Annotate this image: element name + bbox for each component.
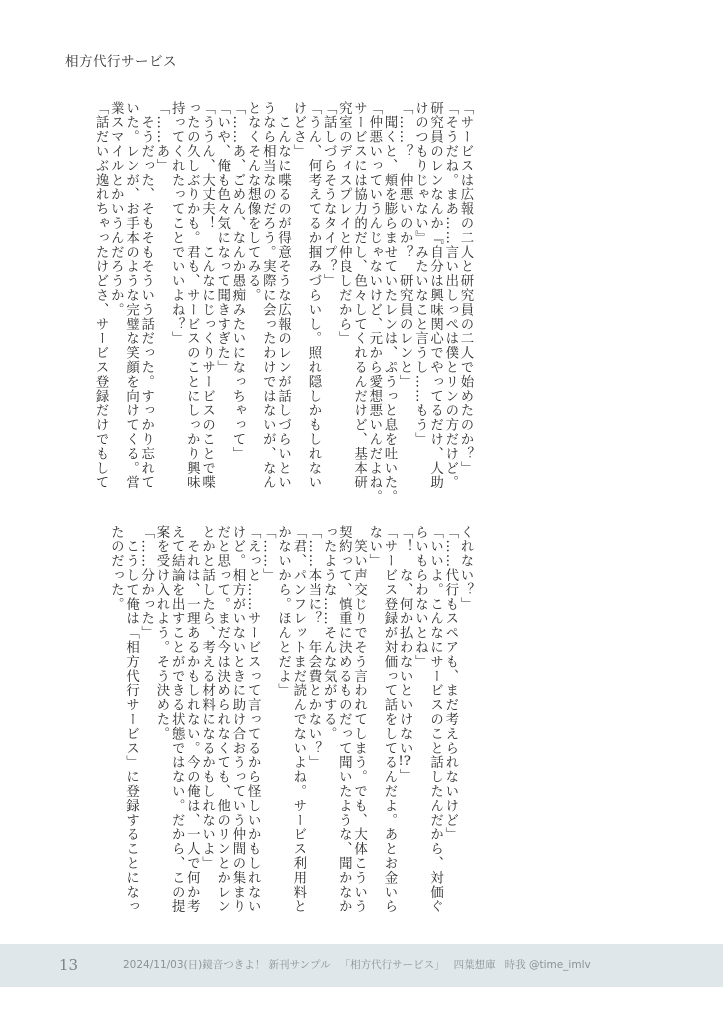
text-column: 「……」 [260, 525, 276, 583]
text-column: 研究員のレンなんか『自分は興味関心でやってるだけ、人助 [427, 101, 443, 490]
text-column: 「えっと……サービスって言ってるから怪しいかもしれない [245, 525, 261, 914]
text-column: 「いいよ。こんなにサービスのこと話したんだから、対価ぐ [427, 525, 443, 914]
text-column: ったような……そんな気がする。 [321, 525, 337, 741]
colophon [123, 958, 591, 972]
text-column: 「！ な、何か払わないといけない!?」 [397, 525, 413, 784]
text-column: けど。相方がいないときに助け合おうっていう仲間の集まり [229, 525, 245, 914]
text-column: いた。レンが、お手本のような完璧な笑顔を向けてくる。営 [123, 101, 139, 490]
text-column: 「……？ 仲悪いのか？ 研究員のレンと」 [397, 101, 413, 389]
text-column: かないから。ほんとだよ」 [275, 525, 291, 698]
text-column: 「ううん、大丈夫！ こんなにじっくりサービスのことで喋 [199, 101, 215, 490]
text-column: 「うん、何考えてるか掴みづらいし。照れ隠しかもしれない [305, 101, 321, 490]
text-column: 「……分かった」 [138, 525, 154, 641]
text-column: 「話だいぶ逸れちゃったけどさ、サービス登録だけでもして [93, 101, 109, 490]
event-info: 2024/11/03(日)鏡音つきよ！ 新刊サンプル [123, 959, 331, 971]
text-column: 業スマイルとかいうんだろうか。 [108, 101, 124, 317]
text-column: けのつもりじゃない』みたいなこと言うし……もう」 [412, 101, 428, 447]
text-column: 「話しづらそうなタイプ？」 [321, 101, 337, 289]
book-title: 「相方代行サービス」 [339, 959, 445, 971]
text-column: 案を受け入れよう。そう決めた。 [153, 525, 169, 741]
text-column: ない」 [366, 525, 382, 569]
page-number: 13 [59, 956, 79, 974]
text-column: そうだった、そもそもそういう話だった。すっかり忘れて [138, 101, 154, 490]
text-column: 笑い声交じりでそう言われてしまう。でも、大体こういう [351, 525, 367, 914]
text-column: 聞くと、頬を膨らませていたレンは、ぷうっと息を吐いた。 [381, 101, 397, 505]
text-column: だと思って。まだ今は決められなくても、他のリンとかレン [214, 525, 230, 914]
text-column: 持ってくれたってことでいいよね？」 [169, 101, 185, 346]
running-title: 相方代行サービス [65, 54, 177, 70]
text-column: ったの久しぶりかも。君も、サービスのことにしっかり興味 [184, 101, 200, 490]
text-column: こうして俺は「相方代行サービス」に登録することになっ [123, 525, 139, 914]
text-column: 「……あ」 [153, 101, 169, 173]
text-column: 「仲悪いっていうんじゃないけど、元から愛想悪いんだよね。 [366, 101, 382, 505]
text-column: 「サービス登録が対価って話をしてるんだよ。あとお金いら [381, 525, 397, 914]
text-column: こんなに喋るのが得意そうな広報のレンが話しづらいとい [275, 101, 291, 490]
text-column: 「……本当に？ 年会費とかない？」 [305, 525, 321, 770]
text-column: うなら相当なのだろう。実際に会ったわけではないが、なん [260, 101, 276, 490]
text-column: サービスには協力的だし、色々してくれるんだけど、基本研 [351, 101, 367, 490]
footer-band [0, 944, 723, 987]
lower-text-block [108, 525, 473, 914]
text-column: 「君、パンフレットまだ読んでないよね。サービス利用料と [290, 525, 306, 914]
text-column: たのだった。 [108, 525, 124, 612]
text-column: とかと話したら、考える材料になるかもしれないよ」 [199, 525, 215, 871]
text-column: となくそんな想像をしてみる。 [245, 101, 261, 303]
text-column: 究室のディスプレイと仲良しだから」 [336, 101, 352, 346]
tate-chu-yoko: !? [398, 755, 411, 769]
text-column: 「そうだね。まあ……言い出しっぺは僕とリンの方だけど。 [442, 101, 458, 490]
circle-name: 四葉想庫 [453, 959, 496, 971]
text-column: らいもらわないとね」 [412, 525, 428, 669]
text-column: 「……代行もスペアも、まだ考えられないけど」 [442, 525, 458, 842]
text-column: それは、一理あるかもしれない。今の俺は、一人で何か考 [184, 525, 200, 914]
text-column: くれない？」 [458, 525, 473, 612]
text-column: えて結論を出すことができる状態ではない。だから、この提 [169, 525, 185, 914]
text-column: 契約って、慎重に決めるものだって聞いたような、聞かなか [336, 525, 352, 914]
text-column: 「……あ、ごめん、なんか愚痴みたいになっちゃって」 [229, 101, 245, 461]
author-handle: 時我 @time_imlv [504, 959, 591, 971]
text-column: 「サービスは広報の二人と研究員の二人で始めたのか？」 [458, 101, 473, 476]
text-column: けどさ」 [290, 101, 306, 159]
text-column: 「いや、俺も色々気になって聞きすぎた」 [214, 101, 230, 375]
upper-text-block [93, 101, 473, 504]
